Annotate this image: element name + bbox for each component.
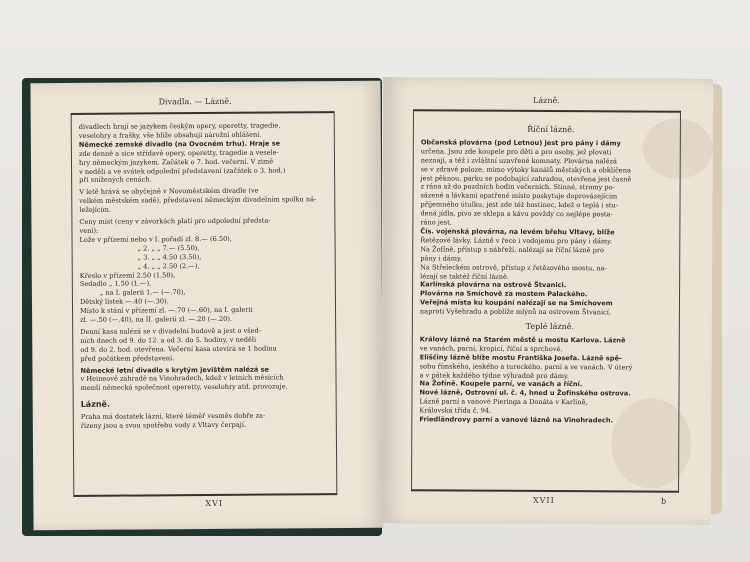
text-line: Řetězové lávky. Lázně v řece i vodojemu pro pány i dámy. bbox=[420, 236, 613, 246]
text-line: Čís. vojenská plovárna, na levém břehu Vltavy, blíže bbox=[420, 227, 615, 237]
text-line: Eliščiny lázně blíže mostu Františka Josefa. Lázně spě- bbox=[419, 353, 622, 363]
text-line: v neděli a ve svátek odpolední představení (začátek o 3. hod.) bbox=[79, 165, 286, 176]
text-line: Křeslo v přízemí 2.50 (1.50), bbox=[79, 270, 176, 280]
text-line: Lázně parní a vanové Pieringa a Donáta v Karlině, bbox=[419, 397, 588, 407]
text-line: Ceny míst (ceny v závorkách platí pro odpolední předsta- bbox=[79, 216, 271, 226]
text-line: Praha má dostatek lázní, které téměř vesměs dobře za- bbox=[80, 411, 266, 422]
text-line: se v zdravé poloze, mimo výtoky kanálů městských a obklíčena bbox=[420, 164, 631, 175]
text-line: hry německým jazykem. Začátek o 7. hod. večerní. V zimě bbox=[78, 157, 274, 167]
text-line: sobu římského, ieského a tureckého, parní a ve vanách. V úterý bbox=[419, 361, 633, 372]
text-line: Na Střeleckém ostrově, přístup z řetězového mostu, na- bbox=[420, 262, 607, 272]
text-line: Nové lázně, Ostrovní ul. č. 4, hned u Žofínského ostrova. bbox=[419, 388, 631, 398]
left-page-number: XVI bbox=[205, 498, 224, 509]
right-page-number: XVII bbox=[532, 495, 555, 506]
text-line: V letě hrává se obyčejně v Novoměstském divadle (ve bbox=[79, 186, 259, 197]
text-line: „ na I. galerii 1.— (—.70), bbox=[99, 288, 186, 298]
text-line: lézají se taktéž říční lázně. bbox=[420, 271, 510, 281]
text-line: zde denně a sice střídavě opery, operetty, tragedie a vesele- bbox=[78, 148, 279, 158]
text-line: při snížených cenách. bbox=[79, 175, 152, 185]
right-page-header: Lázně. bbox=[533, 95, 560, 106]
signature-mark: b bbox=[660, 496, 668, 506]
section-title-warm-baths: Teplé lázně. bbox=[525, 321, 575, 332]
text-line: ve vanách, parní, kropicí, říční a sprchové. bbox=[419, 344, 563, 353]
text-line: „ 3. „ „ 4.50 (3.50), bbox=[137, 252, 202, 262]
text-line: „ 2. „ „ 7.— (5.50), bbox=[137, 243, 200, 253]
text-line: dená jídla, pivo ze sklepa a kávu povždy co nejlépe posta- bbox=[420, 209, 613, 219]
text-line: vení): bbox=[79, 226, 99, 235]
text-line: před počátkem představení. bbox=[80, 353, 175, 363]
left-page-header: Divadla. — Lázně. bbox=[158, 96, 232, 107]
text-line: jest pěknou, parku se podobající zahradou, otevřena jest časně bbox=[420, 173, 632, 183]
text-line: Dětský lístek —.40 (—.30). bbox=[79, 297, 169, 307]
text-line: Lože v přízemí nebo v I. pořadí zl. 8.— (6.50), bbox=[79, 234, 232, 244]
text-line: z rána až do pozdních hodin večerních. Stinné, stromy po- bbox=[420, 182, 615, 192]
text-line: „ 4. „ „ 2.50 (2.—), bbox=[137, 261, 200, 271]
left-page bbox=[30, 81, 383, 530]
text-line: ních dnech od 9. do 12. a od 3. do 5. hodiny, v neděli bbox=[80, 335, 257, 345]
text-line: ležejícím. bbox=[79, 205, 112, 215]
text-line: veselohry a frašky, vše blíže obsahují nárožní ohlášení. bbox=[78, 130, 262, 140]
left-frame-rule-right bbox=[334, 113, 338, 493]
left-page-body bbox=[79, 121, 331, 431]
text-line: Veřejná místa ku koupání nalézají se na Smíchovem bbox=[419, 298, 613, 308]
text-line: v Heineově zahradě na Vinohradech, kdež v letních měsících bbox=[80, 373, 284, 384]
right-page-body bbox=[419, 125, 681, 425]
text-line: sázené a lávkami opatřené místo poskytuje doprovázejícím bbox=[420, 191, 618, 201]
right-frame-rule-left bbox=[411, 111, 414, 489]
left-frame-rule-left bbox=[71, 115, 75, 495]
text-line: zl. —.50 (—.40), na II. galerii zl. —.20 (—.20). bbox=[80, 314, 233, 324]
text-line: Friedländrovy parní a vanové lázně na Vinohradech. bbox=[419, 415, 614, 425]
text-line: divadlech hrají se jazykem českým opery, operetty, tragedie, bbox=[78, 121, 281, 131]
text-line: Královy lázně na Starém městě u mostu Karlova. Lázně bbox=[419, 335, 626, 345]
text-line: od 9. do 2. hod. otevřena. Večerní kasa otevírá se 1 hodinu bbox=[80, 344, 277, 354]
text-line: příjemného útulku, jest zde též hostinec, kdež o teplá i stu- bbox=[420, 200, 619, 210]
text-line: naproti Vyšehradu a poblíže mlýnů na ostrovem Štvanicí. bbox=[419, 307, 611, 317]
text-line: neznají, a též i zvláštní uzavřené komnaty. Plovárna nalézá bbox=[420, 156, 617, 166]
text-line: a v pátek každého týdne výhradně pro dámy. bbox=[419, 370, 569, 380]
text-line: Německé zemské divadlo (na Ovocném trhu). Hraje se bbox=[78, 139, 281, 149]
text-line: Denní kasa nalézá se v divadelní budově a jest o všed- bbox=[80, 326, 262, 336]
text-line: Místo k stání v přízemí zl. —.70 (—.60), na I. galerii bbox=[80, 305, 253, 316]
text-line: menší německá společnost operetty, veselohry atd. provozuje. bbox=[80, 382, 288, 393]
text-line: Občanská plovárna (pod Letnou) jest pro pány i dámy bbox=[420, 138, 621, 148]
text-line: Německé letní divadlo s krytým jevištěm nalézá se bbox=[80, 365, 270, 375]
text-line: Na Žofíně. Koupele parní, ve vanách a říční. bbox=[419, 379, 583, 389]
text-line: určena. Jsou zde koupele pro děti a pro osoby, jež plovati bbox=[420, 147, 612, 157]
text-line: Sedadlo „ 1.50 (1.—), bbox=[79, 279, 152, 289]
text-line: Královská třída č. 94. bbox=[419, 406, 492, 415]
section-heading: Lázně. bbox=[80, 399, 111, 410]
text-line: Karlínská plovárna na ostrově Štvanici. bbox=[420, 280, 567, 290]
text-line: velkém městském sadě), představení německým divadelním spolku ná- bbox=[79, 195, 317, 206]
section-title-river-baths: Říční lázně. bbox=[527, 124, 575, 135]
right-page bbox=[381, 77, 713, 525]
text-line: Na Žofíně, přístup s nábřeží, nalézají se říční lázně pro bbox=[420, 245, 605, 255]
text-line: Plovárna na Smíchově za mostem Palackého. bbox=[420, 289, 588, 299]
text-line: ráno jest. bbox=[420, 218, 452, 227]
text-line: řízeny jsou a svou spotřebu vody z Vltavy čerpají. bbox=[80, 420, 247, 430]
text-line: pány i dámy. bbox=[420, 254, 463, 263]
